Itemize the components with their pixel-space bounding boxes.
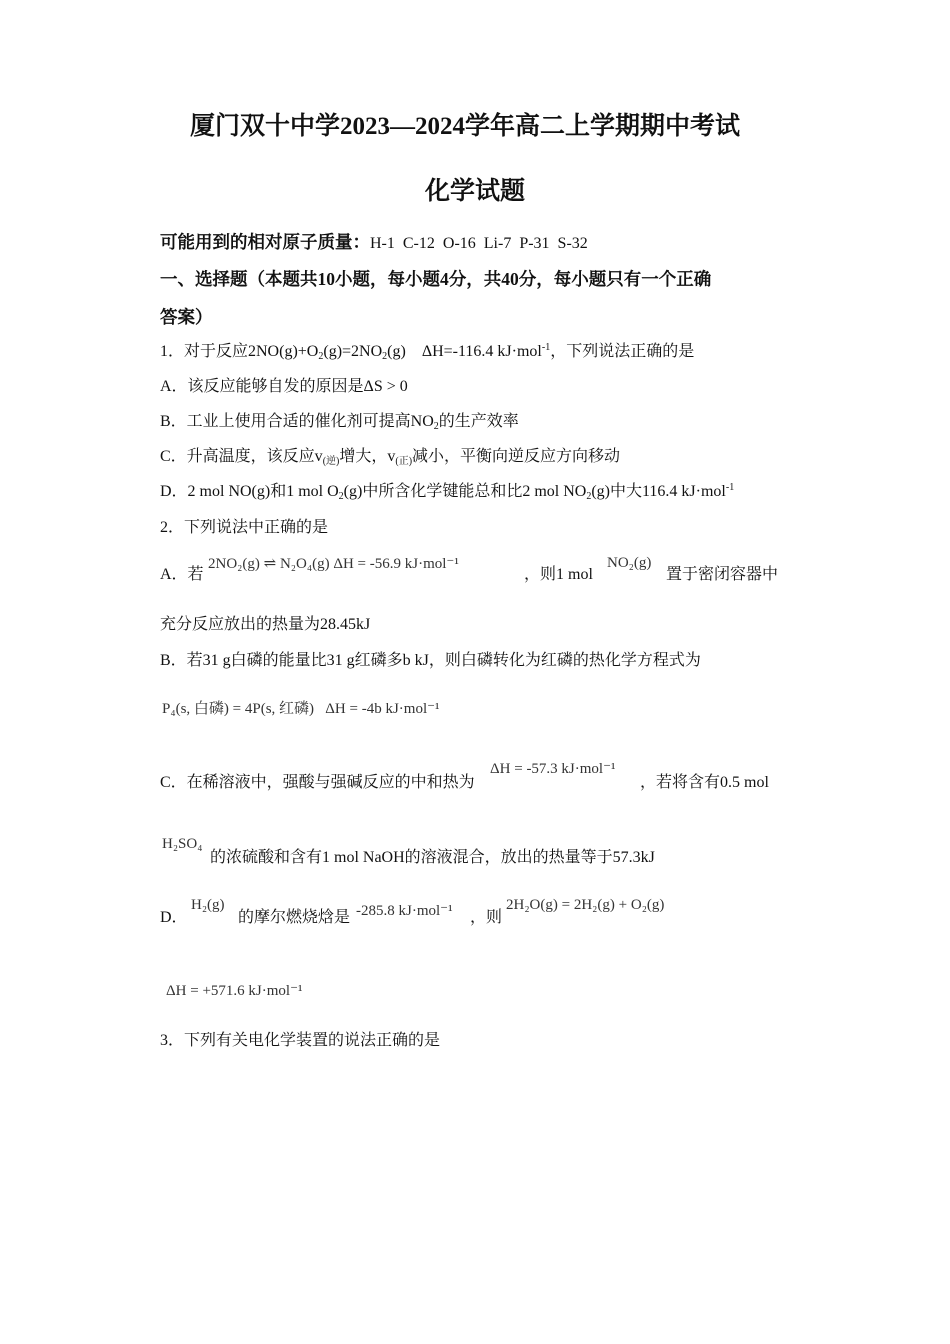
q2-d-delta-h: ΔH = +571.6 kJ·mol⁻¹ [166,983,303,999]
q2-a-tail: 置于密闭容器中 [666,566,779,583]
q2-d-species: H₂(g) [191,897,225,913]
q2-a-species: NO₂(g) [607,555,652,571]
q2-d-mid: 的摩尔燃烧焓是 [238,909,351,926]
q1-option-a: A．该反应能够自发的原因是ΔS > 0 [160,378,408,395]
q2-a-line2: 充分反应放出的热量为28.45kJ [160,616,371,633]
q2-d-value: -285.8 kJ·mol⁻¹ [356,903,453,919]
atomic-masses-line [160,232,588,254]
q2-a-mid: ，则1 mol [524,566,593,583]
exam-title: 厦门双十中学2023—2024学年高二上学期期中考试 [190,113,741,140]
section-heading-line1: 一、选择题（本题共10小题，每小题4分，共40分，每小题只有一个正确 [160,269,712,289]
q2-d-equation: 2H₂O(g) = 2H₂(g) + O₂(g) [506,897,665,913]
atomic-masses-label: 可能用到的相对原子质量： [160,232,370,252]
q2-c-equation: ΔH = -57.3 kJ·mol⁻¹ [490,761,616,777]
q2-c-species: H₂SO₄ [162,836,203,852]
q2-option-d-label: D． [160,909,188,926]
q2-b-equation: P₄(s, 白磷) = 4P(s, 红磷) ΔH = -4b kJ·mol⁻¹ [162,701,440,717]
section-heading-line2: 答案） [160,307,213,327]
atomic-masses-values: H-1 C-12 O-16 Li-7 P-31 S-32 [370,235,588,252]
question-2-stem: 2．下列说法中正确的是 [160,519,329,536]
q1-option-b: B．工业上使用合适的催化剂可提高$NO_2$的生产效率 [160,413,519,432]
q2-a-equation: 2NO₂(g) ⇌ N₂O₄(g) ΔH = -56.9 kJ·mol⁻¹ [208,556,459,572]
q1-option-c: C．升高温度，该反应$v_{(逆)}$增大，$v_{(正)}$减小，平衡向逆反应方向移动 [160,448,621,467]
q2-d-then: ，则 [470,909,503,926]
q2-option-b: B．若31 g白磷的能量比31 g红磷多b kJ，则白磷转化为红磷的热化学方程式为 [160,652,701,669]
exam-subtitle: 化学试题 [425,178,526,205]
q2-c-tail: ，若将含有0.5 mol [640,774,769,791]
q2-option-a-label: A．若 [160,566,204,583]
q1-option-d: D．2 mol NO(g)和1 mol $O_2(g)$中所含化学键能总和比2 mol $NO_2(g)$中大116.4 kJ·mol$^{-1}$ [160,482,735,502]
q2-option-c-label: C．在稀溶液中，强酸与强碱反应的中和热为 [160,774,475,791]
question-3-stem: 3．下列有关电化学装置的说法正确的是 [160,1032,441,1049]
question-1-stem: 1．对于反应$2NO(g)+O_2(g)=2NO_2(g)$ ΔH=-116.4 kJ·mol$^{-1}$，下列说法正确的是 [160,342,695,362]
q2-c-line2: 的浓硫酸和含有1 mol NaOH的溶液混合，放出的热量等于57.3kJ [210,849,655,866]
